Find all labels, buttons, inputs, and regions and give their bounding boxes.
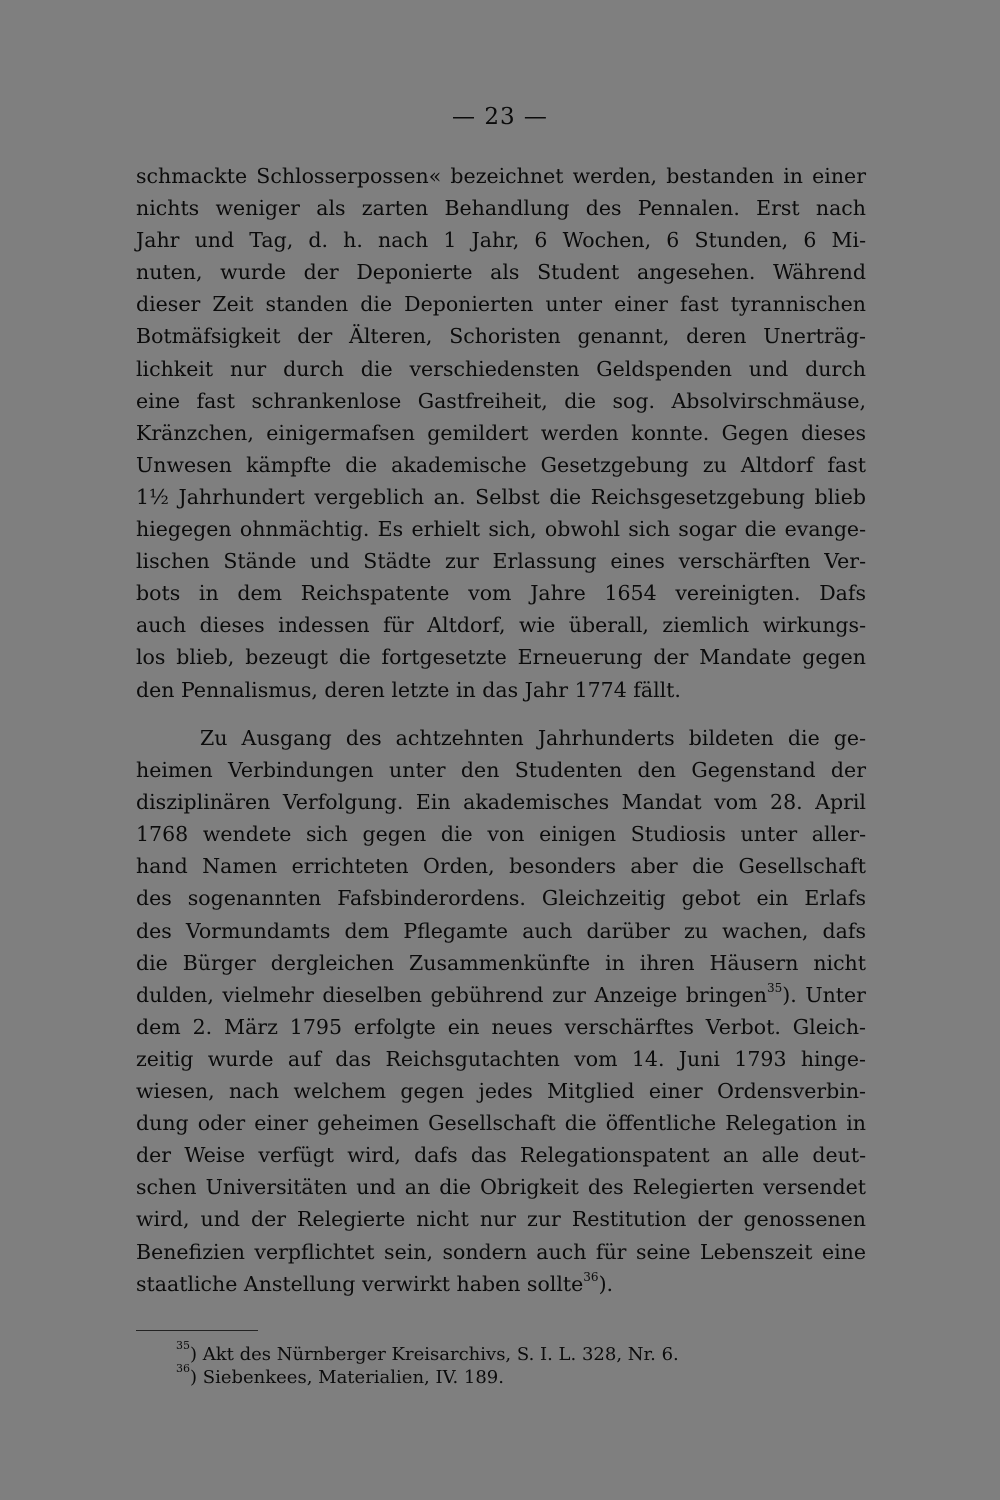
text-line-with-note <box>136 979 866 1011</box>
text-line: bots in dem Reichspatente vom Jahre 1654 vereinigten. Dafs <box>136 581 866 606</box>
text-line: des Vormundamts dem Pflegamte auch darüber zu wachen, dafs <box>136 918 866 943</box>
footnotes <box>176 1339 866 1389</box>
text-line: hiegegen ohnmächtig. Es erhielt sich, obwohl sich sogar die evange- <box>136 517 866 542</box>
text-line: heimen Verbindungen unter den Studenten den Gegenstand der <box>136 758 866 783</box>
text-line: eine fast schrankenlose Gastfreiheit, die sog. Absolvirschmäuse, <box>136 388 866 413</box>
footnote-36 <box>176 1362 866 1389</box>
paragraph-2 <box>136 722 866 1300</box>
text-line: dem 2. März 1795 erfolgte ein neues verschärftes Verbot. Gleich- <box>136 1014 866 1039</box>
text-line: hand Namen errichteten Orden, besonders aber die Gesellschaft <box>136 854 866 879</box>
text-line: Benefizien verpflichtet sein, sondern auch für seine Lebenszeit eine <box>136 1239 866 1264</box>
footnote-divider <box>136 1330 258 1331</box>
text-line: auch dieses indessen für Altdorf, wie überall, ziemlich wirkungs- <box>136 613 866 638</box>
text-line: den Pennalismus, deren letzte in das Jahr 1774 fällt. <box>136 677 681 702</box>
text-line: Botmäfsigkeit der Älteren, Schoristen genannt, deren Unerträg- <box>136 324 866 349</box>
text-line: Unwesen kämpfte die akademische Gesetzgebung zu Altdorf fast <box>136 452 866 477</box>
text-line: los blieb, bezeugt die fortgesetzte Erneuerung der Mandate gegen <box>136 645 866 670</box>
text-line: wird, und der Relegierte nicht nur zur Restitution der genossenen <box>136 1207 866 1232</box>
line-tail: ). <box>598 1271 614 1296</box>
text-line: des sogenannten Fafsbinderordens. Gleichzeitig gebot ein Erlafs <box>136 886 866 911</box>
line-text: staatliche Anstellung verwirkt haben sollte <box>136 1271 584 1296</box>
text-line: wiesen, nach welchem gegen jedes Mitglied einer Ordensverbin- <box>136 1079 866 1104</box>
paragraph-1 <box>136 160 866 706</box>
text-line: 1768 wendete sich gegen die von einigen Studiosis unter aller- <box>136 822 866 847</box>
footnote-35 <box>176 1339 866 1366</box>
text-line: lischen Stände und Städte zur Erlassung eines verschärften Ver- <box>136 549 866 574</box>
text-line: lichkeit nur durch die verschiedensten Geldspenden und durch <box>136 356 866 381</box>
text-line: der Weise verfügt wird, dafs das Relegationspatent an alle deut- <box>136 1143 866 1168</box>
text-line: Jahr und Tag, d. h. nach 1 Jahr, 6 Wochen, 6 Stunden, 6 Mi- <box>136 228 866 253</box>
text-line-with-note <box>136 1268 866 1300</box>
text-line: Zu Ausgang des achtzehnten Jahrhunderts bildeten die ge- <box>200 726 866 750</box>
footnote-text: ) Siebenkees, Materialien, IV. 189. <box>190 1367 504 1388</box>
page-number: — 23 — <box>452 104 548 130</box>
footnote-ref: 36 <box>583 1269 599 1284</box>
text-line: disziplinären Verfolgung. Ein akademisches Mandat vom 28. April <box>136 790 866 815</box>
text-line: dieser Zeit standen die Deponierten unter einer fast tyrannischen <box>136 292 866 317</box>
line-text: dulden, vielmehr dieselben gebührend zur Anzeige bringen <box>136 982 767 1007</box>
text-line: nuten, wurde der Deponierte als Student angesehen. Während <box>136 260 866 285</box>
footnote-ref: 35 <box>766 980 783 995</box>
text-line: schen Universitäten und an die Obrigkeit des Relegierten versendet <box>136 1175 866 1200</box>
text-line: Kränzchen, einigermafsen gemildert werden konnte. Gegen dieses <box>136 420 866 445</box>
text-line: zeitig wurde auf das Reichsgutachten vom 14. Juni 1793 hinge- <box>136 1046 866 1071</box>
text-line: nichts weniger als zarten Behandlung des Pennalen. Erst nach <box>136 196 866 221</box>
text-line: die Bürger dergleichen Zusammenkünfte in ihren Häusern nicht <box>136 950 866 975</box>
text-line: 1½ Jahrhundert vergeblich an. Selbst die Reichsgesetzgebung blieb <box>136 484 866 509</box>
text-line: schmackte Schlosserpossen« bezeichnet werden, bestanden in einer <box>136 164 866 188</box>
line-tail: ). Unter <box>782 982 866 1007</box>
text-line: dung oder einer geheimen Gesellschaft die öffentliche Relegation in <box>136 1111 866 1136</box>
footnote-text: ) Akt des Nürnberger Kreisarchivs, S. I. L. 328, Nr. 6. <box>190 1344 679 1365</box>
footnote-marker: 35 <box>176 1339 190 1352</box>
footnote-marker: 36 <box>176 1362 190 1375</box>
